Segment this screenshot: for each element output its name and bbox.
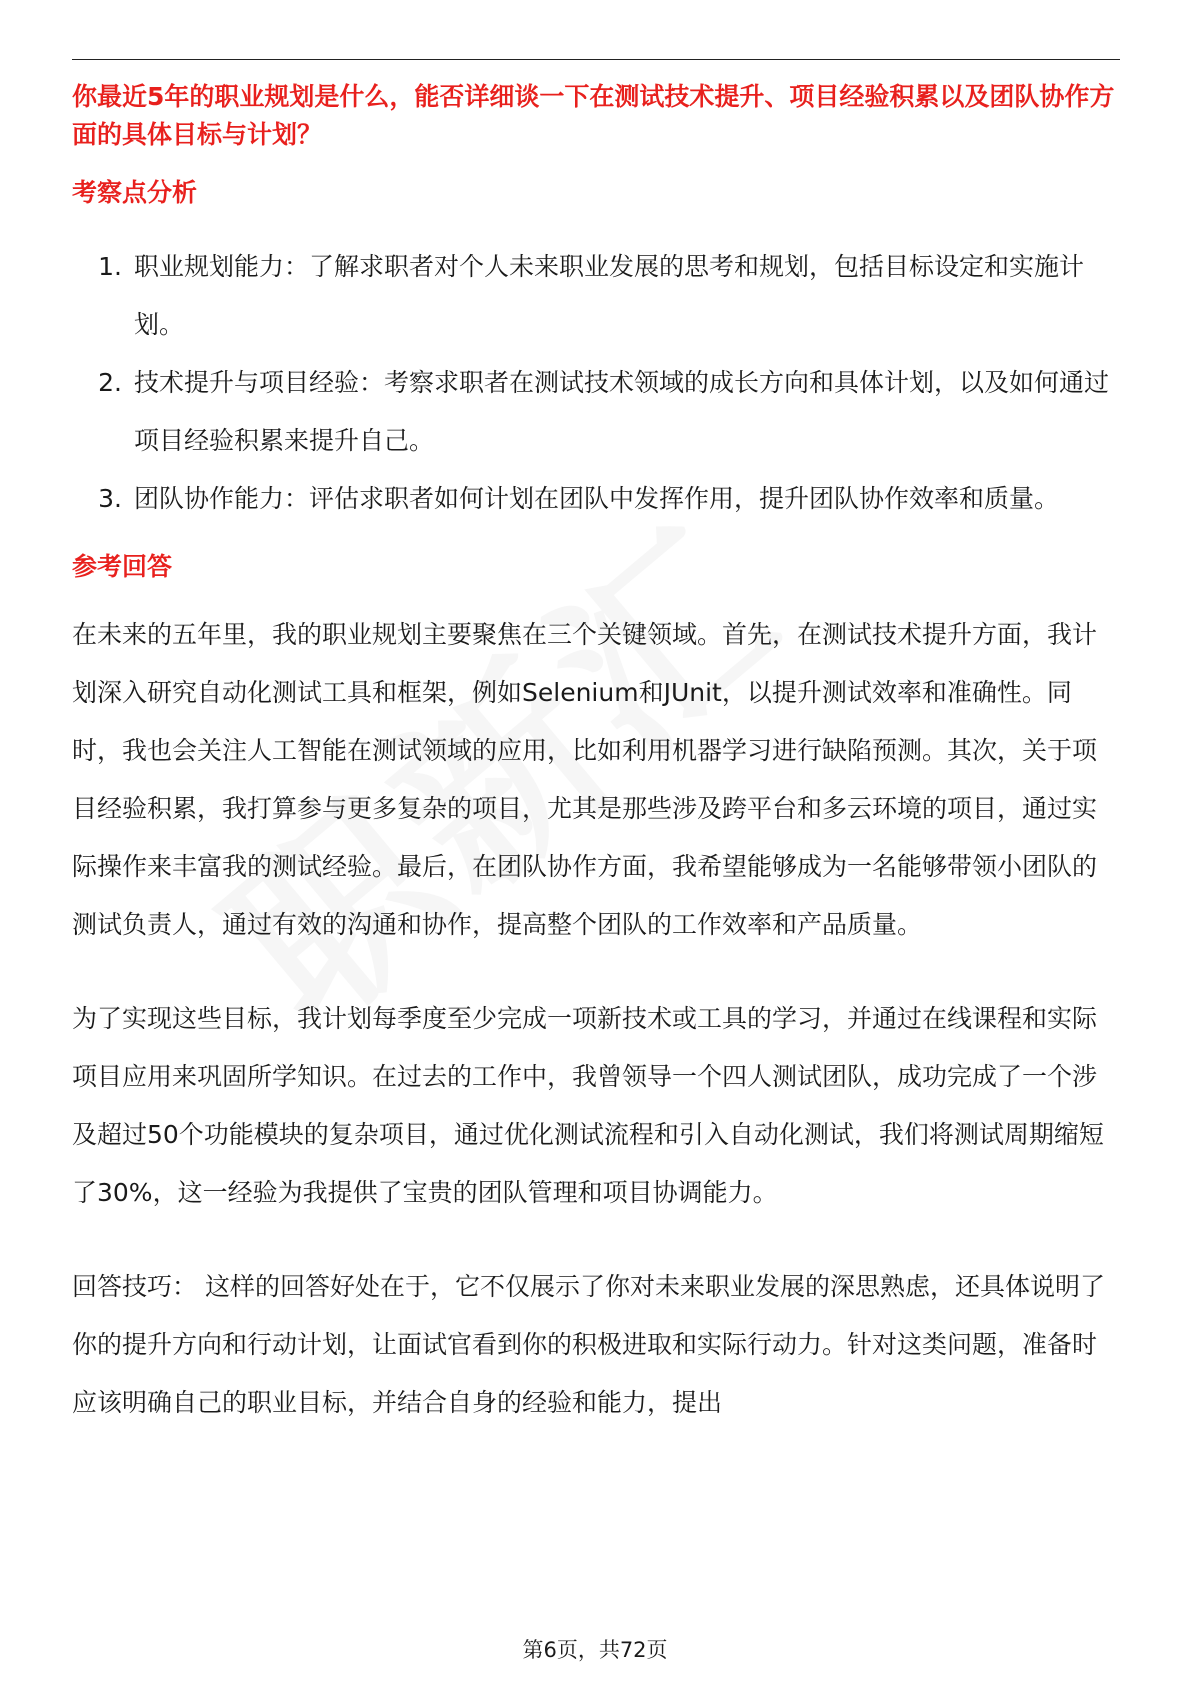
analysis-item-number: 3. — [98, 484, 122, 513]
analysis-heading: 考察点分析 — [72, 178, 198, 207]
analysis-item — [72, 470, 1120, 528]
analysis-item-text: 技术提升与项目经验：考察求职者在测试技术领域的成长方向和具体计划，以及如何通过项目经验积累来提升自己。 — [134, 368, 1110, 455]
answer-tips-paragraph: 回答技巧： 这样的回答好处在于，它不仅展示了你对未来职业发展的深思熟虑，还具体说明了你的提升方向和行动计划，让面试官看到你的积极进取和实际行动力。针对这类问题，准备时应该明确自己的职业目标，并结合自身的经验和能力，提出 — [72, 1272, 1105, 1417]
page-number: 第6页，共72页 — [522, 1638, 668, 1662]
analysis-item — [72, 354, 1120, 470]
analysis-item-text: 职业规划能力：了解求职者对个人未来职业发展的思考和规划，包括目标设定和实施计划。 — [134, 252, 1085, 339]
analysis-item-text: 团队协作能力：评估求职者如何计划在团队中发挥作用，提升团队协作效率和质量。 — [134, 484, 1060, 513]
header-rule — [72, 59, 1120, 60]
analysis-item-number: 1. — [98, 252, 122, 281]
answer-paragraph: 为了实现这些目标，我计划每季度至少完成一项新技术或工具的学习，并通过在线课程和实际项目应用来巩固所学知识。在过去的工作中，我曾领导一个四人测试团队，成功完成了一个涉及超过50个功能模块的复杂项目，通过优化测试流程和引入自动化测试，我们将测试周期缩短了30%，这一经验为我提供了宝贵的团队管理和项目协调能力。 — [72, 1004, 1104, 1207]
question-title: 你最近5年的职业规划是什么，能否详细谈一下在测试技术提升、项目经验积累以及团队协作方面的具体目标与计划？ — [72, 82, 1115, 149]
analysis-item-number: 2. — [98, 368, 122, 397]
analysis-item — [72, 238, 1120, 354]
document-body — [72, 78, 1120, 1432]
analysis-list — [72, 238, 1120, 528]
answer-heading: 参考回答 — [72, 552, 173, 581]
answer-paragraph: 在未来的五年里，我的职业规划主要聚焦在三个关键领域。首先，在测试技术提升方面，我计划深入研究自动化测试工具和框架，例如Selenium和JUnit，以提升测试效率和准确性。同时，我也会关注人工智能在测试领域的应用，比如利用机器学习进行缺陷预测。其次，关于项目经验积累，我打算参与更多复杂的项目，尤其是那些涉及跨平台和多云环境的项目，通过实际操作来丰富我的测试经验。最后，在团队协作方面，我希望能够成为一名能够带领小团队的测试负责人，通过有效的沟通和协作，提高整个团队的工作效率和产品质量。 — [72, 620, 1098, 939]
